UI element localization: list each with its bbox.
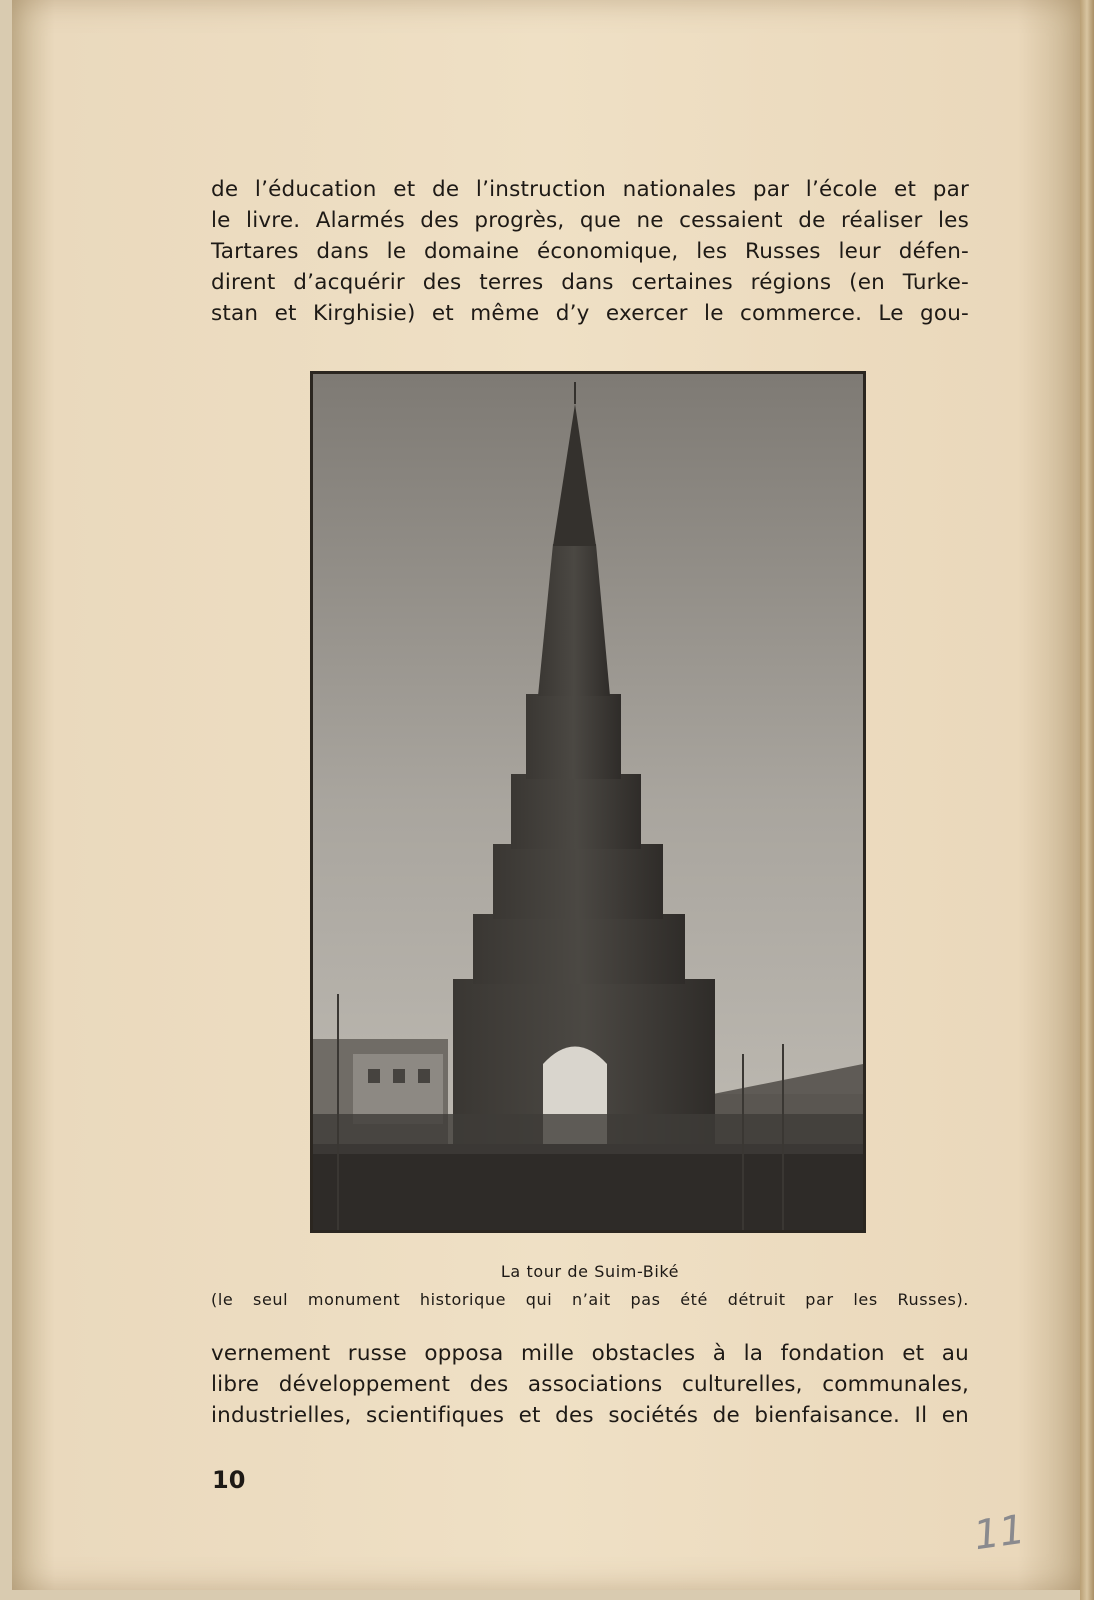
figure-caption-title: La tour de Suim-Biké: [500, 1262, 680, 1281]
page-edge: [1080, 0, 1094, 1600]
handwritten-folio-number: 11: [971, 1506, 1028, 1560]
text-line: vernement russe opposa mille obstacles à la fondation et au: [211, 1341, 969, 1366]
text-line: le livre. Alarmés des progrès, que ne cessaient de réaliser les: [211, 208, 969, 233]
book-page: [12, 0, 1082, 1590]
text-line: dirent d’acquérir des terres dans certaines régions (en Turke-: [211, 270, 969, 295]
text-line: stan et Kirghisie) et même d’y exercer le commerce. Le gou-: [211, 301, 969, 326]
tower-photograph: [310, 371, 866, 1233]
page-number: 10: [212, 1466, 246, 1494]
figure-caption-note: (le seul monument historique qui n’ait pas été détruit par les Russes).: [211, 1290, 969, 1309]
tower-illustration: [313, 374, 863, 1230]
body-text-top: [211, 174, 969, 329]
text-line: de l’éducation et de l’instruction nationales par l’école et par: [211, 177, 969, 202]
text-line: Tartares dans le domaine économique, les Russes leur défen-: [211, 239, 969, 264]
text-line: industrielles, scientifiques et des sociétés de bienfaisance. Il en: [211, 1403, 969, 1428]
body-text-bottom: [211, 1338, 969, 1431]
text-line: libre développement des associations culturelles, communales,: [211, 1372, 969, 1397]
